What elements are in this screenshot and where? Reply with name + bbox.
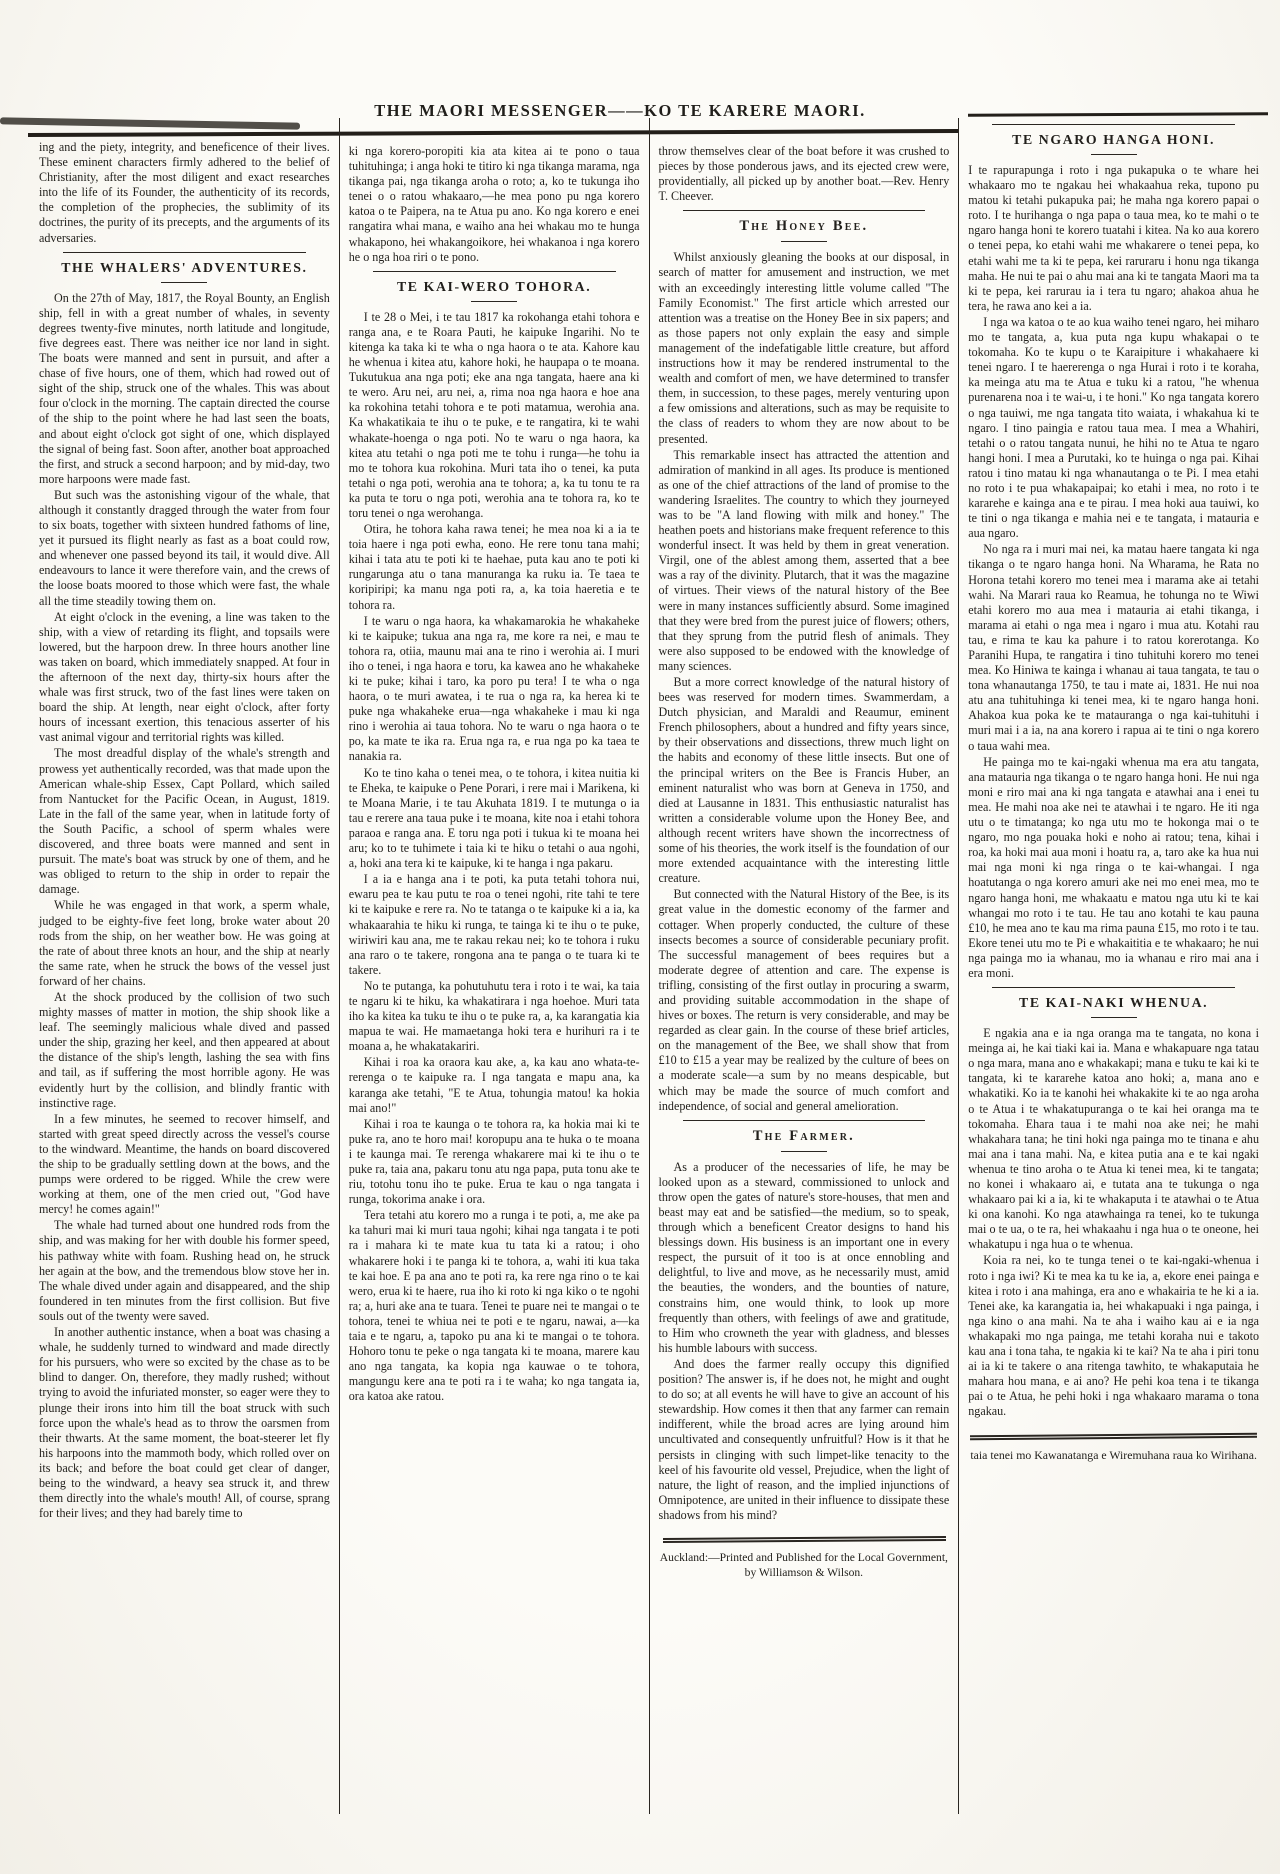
body-paragraph: The whale had turned about one hundred rods from the ship, and was making for her with double his former speed, his pathway white with foam. Rushing head on, he struck her again at the bow, and the tremendous blow stove her in. The whale dived under again and disappeared, and the ship foundered in ten minutes from the first collision. But five souls out of the twenty were saved.	[39, 1218, 330, 1323]
body-paragraph: Koia ra nei, ko te tunga tenei o te kai-ngaki-whenua i roto i nga iwi? Ki te mea ka tu ke ia, a, ekore enei painga e kitea i roto i ana mahinga, era ano e whakairia te he ki a ia. Tenei ake, ka karangatia ia, hei whakapuaki i nga painga, i nga kino o ana mahi. Na te aha i waiho kau ai e ia nga whakapaki mo nga painga, me tetahi koraha nui e takoto kau ana i tona taha, te ngakia ki te kai? Na te aha i piri tonu ai ia ki te takere o ana ritenga tawhito, te whakaputaia he mahara hou mana, e ai ano? He pehi koa tena i te tikanga pai o te Atua, he pehi hoki i nga whakaaro marama o tona ngakau.	[968, 1253, 1259, 1419]
section-heading-kai-naki-whenua: TE KAI-NAKI WHENUA.	[968, 987, 1259, 1018]
body-paragraph: The most dreadful display of the whale's strength and prowess yet authentically recorded, was that made upon the American whale-ship Essex, Capt Pollard, which sailed from Nantucket for the Pacific Ocean, in August, 1819. Late in the fall of the same year, when in latitude forty of the South Pacific, a school of sperm whales were discovered, and three boats were manned and sent in pursuit. The mate's boat was struck by one of them, and he was obliged to return to the ship in order to repair the damage.	[39, 746, 330, 897]
body-paragraph: In a few minutes, he seemed to recover himself, and started with great speed directly across the vessel's course to the windward. Meantime, the hands on board discovered the ship to be gradually settling down at the bows, and the pumps were ordered to be rigged. While the crew were working at them, one of the men cried out, "God have mercy! he comes again!"	[39, 1111, 330, 1217]
body-paragraph: Whilst anxiously gleaning the books at our disposal, in search of matter for amusement and instruction, we met with an exceedingly interesting little volume called "The Family Economist." The first article which arrested our attention was a treatise on the Honey Bee in six papers; and as those papers not only explain the easy and simple management of the indefatigable little creature, but afford instructions how it may be rendered instrumental to the wealth and comfort of men, we have determined to transfer them, in succession, to these pages, merely venturing upon a few omissions and alterations, such as may be requisite to the class of readers to whom they are now about to be presented.	[658, 250, 950, 446]
imprint-english: Auckland:—Printed and Published for the Local Government, by Williamson & Wilson.	[659, 1537, 950, 1580]
body-paragraph: On the 27th of May, 1817, the Royal Bounty, an English ship, fell in with a great number of whales, in seventy degrees twenty-five minutes, north latitude and longitude, five degrees east. There was neither ice nor land in sight. The boats were manned and sent in pursuit, and after a chase of five hours, one of them, which had rowed out of sight of the ship, struck one of the whales. This was about four o'clock in the morning. The captain directed the course of the ship to the point where he had last seen the boats, and about eight o'clock got sight of one, which displayed the signal of being fast. Soon after, another boat approached the first, and struck a second harpoon; and by mid-day, two more harpoons were made fast.	[39, 290, 330, 486]
body-paragraph: Kihai i roa te kaunga o te tohora ra, ka hokia mai ki te puke ra, ano te horo mai! koropupu ana te huka o te moana i te kaunga mai. Te rerenga whakarere mai ki te ihu o te puke ra, taia ana, pakaru tonu atu nga papa, puta tonu ake te riu, totohu tonu iho te puke. Erua te kau o nga tangata i runga, tokorima anake i ora.	[348, 1116, 640, 1207]
column-3	[649, 118, 959, 1814]
body-paragraph: This remarkable insect has attracted the attention and admiration of mankind in all ages. Its produce is mentioned as one of the chief attractions of the land of promise to the wandering Israelites. The country to which they journeyed was to be "A land flowing with milk and honey." The heathen poets and historians make frequent reference to this wonderful insect. It was held by them in great veneration. Virgil, one of the ablest among them, asserted that a bee was a ray of the divinity. Plutarch, that it was the magazine of virtues. Their views of the natural history of the Bee were in many instances sufficiently absurd. Some imagined that they were bred from the purest juice of flowers; others, that they sprung from the putrid flesh of animals. They were also supposed to be endowed with the knowledge of many sciences.	[658, 447, 950, 673]
column-2	[339, 118, 649, 1814]
body-paragraph: Kihai i roa ka oraora kau ake, a, ka kau ano whata-te-rerenga o te kaipuke ra. I nga tangata e mapu ana, ka karanga ake tetahi, "E te Atua, tohungia matou! ka hokia mai ano!"	[348, 1055, 640, 1115]
body-paragraph: I nga wa katoa o te ao kua waiho tenei ngaro, hei miharo mo te tangata, a, kua puta nga kupu whakapai o te tokomaha. Ko te kupu o te Karaipiture i whakahaere ki tenei ngaro. I te haererenga o nga Hurai i roto i te koraha, ka meinga atu ma te Atua e tuku ki a ratou, "he whenua purenarena noa i te wai-u, i te honi." Ko nga tangata korero o nga tauiwi, me nga tangata tito waiata, i whakahua ki te ngaro. I tino paingia e ratou taua mea. I mea a Whahiri, tetahi o o ratou tangata nunui, he hihi no te Atua te ngaro hangi honi. I mea a Purutaki, ko te huinga o nga pai. Kihai ratou i tino matau ki nga whanautanga o te Pi. I mea etahi no roto i te pua whakapaipai; ko etahi i mea, no roto i te kararehe e kainga ana e te pirau. I mea hoki aua tauiwi, ko te tini o nga tikanga e mahia nei e te tangata, i matauria e aua ngaro.	[968, 314, 1259, 541]
column4-top-rule	[968, 112, 1268, 117]
column-1	[30, 118, 339, 1814]
body-paragraph: And does the farmer really occupy this dignified position? The answer is, if he does not, he might and ought to do so; at all events he will have to give an account of his stewardship. How comes it then that any farmer can remain indifferent, while the broad acres are lying around him uncultivated and consequently unfruitful? How is it that he persists in clinging with such limpet-like tenacity to the keel of his favourite old vessel, Prejudice, when the light of nature, the light of reason, and the implied injunctions of Omnipotence, are united in their influence to dissipate these shadows from his mind?	[658, 1356, 950, 1522]
section-heading-ngaro-hanga-honi: TE NGARO HANGA HONI.	[968, 124, 1259, 155]
body-paragraph: But such was the astonishing vigour of the whale, that although it constantly dragged through the water from four to six boats, together with sixteen hundred fathoms of line, yet it pursued its flight nearly as fast as a boat could row, and whenever one passed beyond its tail, it would dive. All endeavours to lance it were therefore vain, and the crews of the loose boats moored to those which were fast, the whale all the time steadily towing them on.	[39, 487, 330, 608]
body-paragraph: In another authentic instance, when a boat was chasing a whale, he suddenly turned to windward and made directly for his pursuers, who were so excited by the chase as to be blind to danger. On, therefore, they madly rushed; without trying to avoid the infuriated monster, so eager were they to plunge their irons into him till the boat struck with such force upon the whale's head as to throw the oarsmen from their thwarts. At the same moment, the boat-steerer let fly his harpoons into the mammoth body, which rolled over on its back; and before the boat could get clear of danger, being to the windward, a heavy sea struck it, and threw them directly into the whale's mouth! All, of course, sprang for their lives; and they had barely time to	[39, 1325, 330, 1521]
body-paragraph: Ko te tino kaha o tenei mea, o te tohora, i kitea nuitia ki te Eheka, te kaipuke o Pene Porari, i rere mai i Marikena, ki te Moana Marie, i te tau Akuhata 1819. I te mutunga o ia tau e rerere ana taua puke i te moana, kite noa i etahi tohora paraoa e ranga ana. E toru nga poti i tukua ki te moana hei aru; ko to te tuhimete i taia ki te hiku o tetahi o aua ngohi, a, hoki ana tera ki te kaipuke, ki te hanga i nga pakaru.	[348, 765, 640, 871]
imprint-maori: taia tenei mo Kawanatanga e Wiremuhana raua ko Wirihana.	[968, 1434, 1259, 1463]
masthead-title: THE MAORI MESSENGER——KO TE KARERE MAORI.	[374, 101, 866, 120]
body-paragraph: No te putanga, ka pohutuhutu tera i roto i te wai, ka taia te ngaru ki te hiku, ka whakatirara i nga hoehoe. Muri tata iho ka kitea ka tuku te ihu o te puke ra, a, ka karangatia kia mapua te wai. He mamaetanga hoki tera e hurihuri ra i te moana a, he whakatakariri.	[348, 978, 640, 1054]
body-paragraph: But a more correct knowledge of the natural history of bees was reserved for modern times. Swammerdam, a Dutch physician, and Maraldi and Reaumur, eminent French philosophers, about a hundred and fifty years since, by their observations and dissections, threw much light on the habits and economy of these little insects. But one of the principal writers on the Bee is Francis Huber, an eminent naturalist who was born at Geneva in 1750, and died at Lausanne in 1831. This enthusiastic naturalist has written a considerable volume upon the Honey Bee, and although recent writers have shown the incorrectness of some of his theories, the work itself is the foundation of our more extended acquaintance with the interesting little creature.	[658, 675, 950, 886]
body-paragraph: I te waru o nga haora, ka whakamarokia he whakaheke ki te kaipuke; tukua ana nga ra, me kore ra nei, e mau te tohora ra, otiia, maunu mai ana te rino i werohia ai. I muri iho o tenei, i nga haora e toru, ka kawea ano he whakaheke ki te puke; kihai i taro, ka poro pu tera! I te wha o nga haora, o te muri awatea, i te rua o nga ra, ka herea ki te puke nga whakaheke erua—nga whakaheke i mau ki nga rino i werohia ai taua tohora. No te waru o nga haora o te po, ka mate te ika ra. Erua nga ra, e rua nga po ka taea te nanakia ra.	[348, 613, 640, 764]
body-paragraph: I a ia e hanga ana i te poti, ka puta tetahi tohora nui, ewaru pea te kau putu te roa o tenei ngohi, rite tahi te tere ki te kaipuke e rere ra. No te tatanga o te kaipuke ki a ia, ka whakaarahia te hiku ki runga, te tainga ki te ihu o te puke, wiriwiri kau ana, me te rakau rekau nei; ko te tohora i ruku ana raro o te takere, rongona ana te panga o te tuara ki te takere.	[348, 872, 640, 977]
body-paragraph: ki nga korero-poropiti kia ata kitea ai te pono o taua tuhituhinga; i anga hoki te titiro ki nga tikanga marama, nga tikanga pai, nga tikanga aroha o roto; a, ko te tukunga iho tenei o o ratou whakaaro,—he mea pono pu nga korero katoa o te Paipera, na te Atua pu ano. Ko nga korero e enei rangatira whai mana, e waiho ana hei whakau mo te hunga whakapono, hei whakangoikore, hei whakanoa i nga korero he o nga hoa riri o te pono.	[348, 144, 640, 264]
section-heading-whalers-adventures: THE WHALERS' ADVENTURES.	[39, 252, 330, 283]
body-paragraph: While he was engaged in that work, a sperm whale, judged to be eighty-five feet long, broke water about 20 rods from the ship, on her weather bow. He was going at the rate of about three knots an hour, and the ship at nearly the same rate, when he struck the bows of the vessel just forward of her chains.	[39, 898, 330, 988]
section-heading-kai-wero-tohora: TE KAI-WERO TOHORA.	[349, 271, 640, 302]
body-paragraph: At eight o'clock in the evening, a line was taken to the ship, with a view of retarding its flight, and topsails were lowered, but the harpoon drew. In three hours another line was taken on board, which immediately snapped. At four in the afternoon of the next day, thirty-six hours after the whale was first struck, two of the fast lines were taken on board the ship. At length, near eight o'clock, after forty hours of incessant exertion, this tenacious asserter of his vast animal vigour and territorial rights was killed.	[39, 609, 330, 745]
body-paragraph: ing and the piety, integrity, and beneficence of their lives. These eminent characters firmly adhered to the belief of Christianity, after the most diligent and exact researches into the life of its Founder, the authenticity of its records, the completion of the prophecies, the sublimity of its doctrines, the purity of its precepts, and the arguments of its adversaries.	[39, 140, 330, 245]
body-paragraph: I te rapurapunga i roto i nga pukapuka o te whare hei whakaaro mo te ngakau hei whakaahua reka, tupono pu matou ki tetahi pukapuka pai; he maha nga korero papai o roto. I te hurihanga o nga papa o taua mea, ko te mahi o te ngaro hanga honi te korero tuatahi i kitea. Na ko aua korero o tenei pepa, ko etahi wahi me whakarere o tenei pepa, ko etahi wahi me ta ki te pepa, kei raruraru i honu nga tikanga maha. He nui te pai o ahu mai ana ki te tangata Maori ma ta ki te pepa, kei rarurau ia i tera tu ngaro; ahakoa ahua he tera, he rawa ano kei a ia.	[968, 163, 1259, 313]
body-paragraph: E ngakia ana e ia nga oranga ma te tangata, no kona i meinga ai, he kai tiaki kai ia. Mana e whakapuare nga tatau o nga mara, mana ano e whakakapi; mana e tuku te kai ki te tangata, ki te kararehe katoa ano hoki; a, mana ano e whakatiki. Ko ia te kanohi hei whakakite ki te ao nga aroha o te Atua i te whakatupuranga o te kai hei oranga ma te tokomaha. Ehara taua i te mahi noa ake nei; he mahi whakahara tana; he tini hoki nga painga mo te tinana e ahu mai ana i tana mahi. Na, e kitea putia ana e te kai ngaki whenua te tino aroha o te Atua ki tenei mea, ki te tangata; no konei i whakaaro ai, e tutata ana te tukunga o nga whakaaro pai ki a ia, ki te whakaputa i te atawhai o te Atua ki ona kanohi. Ko nga atawhainga ra tenei, ko te tukunga mai o te ua, o te ra, hei whakaahu i nga hua o te oneone, hei whakatupu i nga hua o te whenua.	[968, 1026, 1259, 1252]
body-paragraph: As a producer of the necessaries of life, he may be looked upon as a steward, commissioned to unlock and throw open the gates of nature's store-houses, that men and beast may eat and be satisfied—the medium, so to speak, through which a beneficent Creator designs to hand his blessings down. His business is an important one in every respect, the pursuit of it too is at once ennobling and delightful, to live and move, as he necessarily must, amid the beauties, the wonders, and the bounties of nature, constrains him, one would think, to look up more frequently than others, with feelings of awe and gratitude, to Him who crowneth the year with gladness, and blesses his humble labours with success.	[658, 1159, 950, 1355]
body-paragraph: Otira, he tohora kaha rawa tenei; he mea noa ki a ia te toia haere i nga poti ewha, eono. He rere tonu tana mahi; kihai i tata atu te poti ki te haehae, puta kau ano te poti ki rungarunga atu o tana manuranga ka ruku ia. Te taea te koripiripi; ka manu nga poti ra, a, ka toia haeretia e te tohora ra.	[348, 522, 640, 612]
body-paragraph: But connected with the Natural History of the Bee, is its great value in the domestic economy of the farmer and cottager. When properly conducted, the culture of these insects becomes a source of considerable pecuniary profit. The successful management of bees requires but a moderate degree of attention and care. The expense is trifling, consisting of the first outlay in procuring a swarm, and providing suitable accommodation in the shape of hives or boxes. The return is very considerable, and may be regarded as clear gain. In the course of these brief articles, on the management of the Bee, we shall show that from £10 to £15 a year may be realized by the culture of bees on a moderate scale—a sum by no means despicable, but which may be made the source of much comfort and independence, of social and general amelioration.	[658, 887, 950, 1113]
column-4	[958, 118, 1268, 1814]
section-heading-farmer: The Farmer.	[659, 1120, 950, 1152]
body-paragraph: No nga ra i muri mai nei, ka matau haere tangata ki nga tikanga o te ngaro hanga honi. Na Wharama, he Rata no Horona tetahi korero mo tenei mea i marama ake ai tetahi wahi. Na Marari raua ko Reamua, he tohunga no te Wiwi etahi korero mo aua mea i matauria ai etahi tikanga, i marama ai etahi o nga mea i ngaro i mua atu. Kotahi rau tau, e rima te kau ka pahure i to ratou korerotanga. Ko Paranihi Hupa, te rangatira i tino tuhituhi korero mo tenei mea. Ko Hiniwa te kainga i whanau ai taua tangata, te tau o tona whanautanga 1750, te tau i mate ai, 1831. He nui noa atu ana tuhituhinga ki tenei mea, ki te ngaro hanga honi. Ahakoa kua poka ke te matauranga o nga kai-tuhituhi i muri mai i a ia, na ana korero i rapua ai te tini o nga korero o taua wahi mea.	[968, 542, 1259, 753]
body-paragraph: At the shock produced by the collision of two such mighty masses of matter in motion, the ship shook like a leaf. The seemingly malicious whale dived and passed under the ship, grazing her keel, and then appeared at about the distance of the ship's length, lashing the sea with fins and tail, as if suffering the most horrible agony. He was evidently hurt by the collision, and blindly frantic with instinctive rage.	[39, 989, 330, 1110]
columns-container	[30, 118, 1268, 1814]
body-paragraph: Tera tetahi atu korero mo a runga i te poti, a, me ake pa ka tahuri mai ki muri taua ngohi; kihai nga tangata i te poti ra i mahara ki te mate kua tu tata ki a ratou; i oho whakarere hoki i te panga ki te tohora, a, wahi iti kua taka te kai hoe. E pa ana ano te poti ra, ka rere nga rino o te kai wero, erua ki te haere, rua iho ki roto ki nga kiko o te ngohi ra; a, huri ake ana te tuara. Tenei te puare nei te mangai o te tohora, tenei te whiua nei te poti e te ngaru, nawai, a—ka taia e te ngaru, a, tapoko pu ana ki te mangai o te tohora. Hohoro tonu te peke o nga tangata ki te moana, marere kau ano nga tangata, ka kopia nga kauwae o te tohora, mangungu kere ana te poti ra i te waha; ko nga tangata ia, ora katoa ake ratou.	[348, 1208, 640, 1404]
body-paragraph: I te 28 o Mei, i te tau 1817 ka rokohanga etahi tohora e ranga ana, e te Roara Pauti, he kaipuke Ingarihi. No te kitenga ka taka ki te wha o nga haora o te ata. Kahore kau he whenua i kitea atu, kahore hoki, he haupapa o te moana. Tukutukua ana nga poti; eke ana nga tangata, haere ana ki te wero. Aru nei, aru nei, a, rima noa nga haora e hoe ana ka rokohina tetahi tohora e te poti matamua, werohia ana. Ka whakatikaia te ihu o te puke, e te rangatira, ki te wahi whakate-hoenga o nga poti. No te waru o nga haora, ka kitea atu tetahi o nga poti me te tohu i runga—he tohu ia mo te tohora kua rokohina. Muri tata iho o tenei, ka puta tetahi o nga poti, werohia ana te tohora; a, ka tu tonu te ra ka puta te toru o nga poti, werohia ana te tohora ra, ko te toru tenei o nga werohanga.	[348, 309, 640, 520]
section-heading-honey-bee: The Honey Bee.	[659, 210, 950, 242]
body-paragraph: throw themselves clear of the boat before it was crushed to pieces by those ponderous jaws, and its ejected crew were, providentially, all picked up by another boat.—Rev. Henry T. Cheever.	[658, 144, 950, 204]
body-paragraph: He painga mo te kai-ngaki whenua ma era atu tangata, ana matauria nga tikanga o te ngaro hanga honi. He nui nga moni e riro mai ana ki nga tangata e atawhai ana i enei tu mea. He mahi noa ake nei te atawhai i te ngaro. He iti nga utu o te timatanga; ko nga utu mo te hokonga mai o te ngaro, mo nga pouaka hoki e noho ai ratou; tena, kihai i roa, ka hoki mai aua moni i hoatu ra, a, taro ake ka hua nui mai nga moni ki nga ringa o te kai-whangai. I nga hoatutanga o nga korero amuri ake nei mo enei mea, mo te ngaro hanga honi, me whakaatu e matou nga utu ki te kai whangai mo roto i te tau. He tau ano kotahi te kau pauna £10, he mea ano te kau ma rima pauna £15, mo roto i te tau. Ekore tenei utu mo te Pi e whakaititia e te whakaaro; he nui nga painga mo ia whanau, mo ia whanau e riro mai ana i era moni.	[968, 754, 1259, 980]
